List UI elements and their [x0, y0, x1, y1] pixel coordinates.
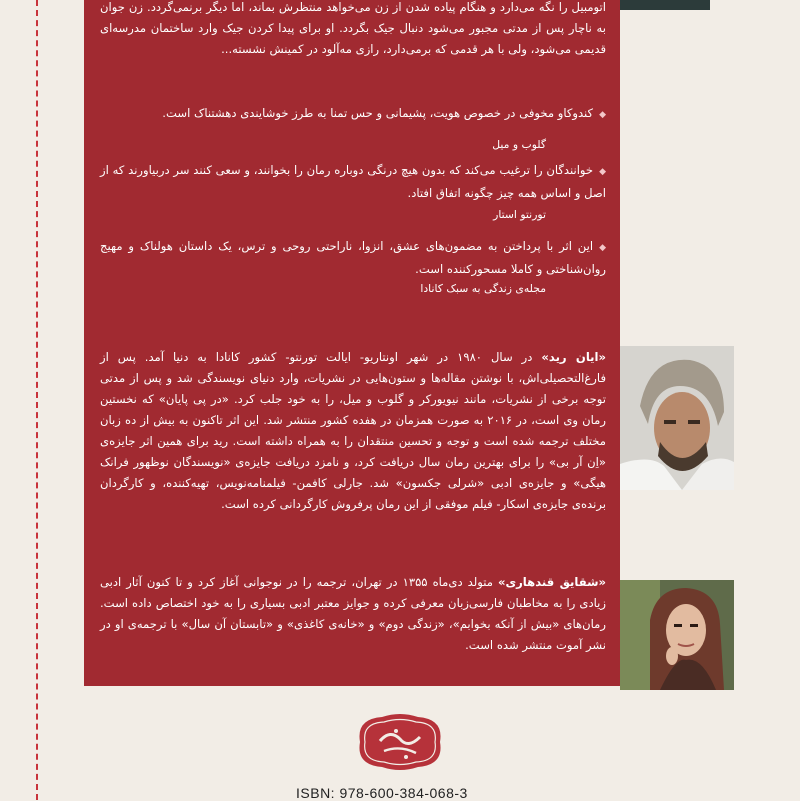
isbn: ISBN: 978-600-384-068-3: [296, 785, 468, 801]
author-name: «ایان رید»: [541, 350, 606, 364]
translator-photo: [620, 580, 734, 690]
blurb-panel: [84, 0, 620, 686]
review-quote-3-text: این اثر با پرداختن به مضمون‌های عشق، انزوا، ناراحتی روحی و ترس، یک داستان هولناک و مهیج روان‌شناختی و کاملا مسحورکننده است.: [100, 239, 606, 276]
review-source-1: گلوب و میل: [492, 138, 546, 151]
review-quote-1-text: کندوکاو مخوفی در خصوص هویت، پشیمانی و حس تمنا به طرز خوشایندی دهشتناک است.: [162, 106, 594, 120]
review-quote-2: [100, 160, 606, 204]
bullet-icon: ◆: [599, 243, 606, 253]
review-source-2: تورنتو استار: [493, 208, 546, 221]
publisher-logo: [350, 711, 450, 773]
intro-paragraph: اتومبیل را نگه می‌دارد و هنگام پیاده شدن از زن می‌خواهد منتظرش بماند، اما دیگر برنمی‌گردد. زن جوان به ناچار پس از مدتی مجبور می‌شود دنبال جیک بگردد. او برای پیدا کردن جیک وارد ساختمان مدرسه‌ای قدیمی می‌شود، ولی با هر قدمی که برمی‌دارد، رازی مه‌آلود در کمینش نشسته...: [100, 0, 606, 56]
author-bio-text: در سال ۱۹۸۰ در شهر اونتاریو- ایالت تورنتو- کشور کانادا به دنیا آمد. پس از فارغ‌التحصیلی‌اش، با نوشتن مقاله‌ها و ستون‌هایی در نشریات، وارد دنیای نویسندگی شد و پس از مدتی توجه برخی از نشریات، مانند نیویورکر و گلوب و میل، را به خود جلب کرد. «در پی پایان» که نخستین رمان وی است، در ۲۰۱۶ به صورت همزمان در هفده کشور منتشر شد. این اثر تاکنون به بیش از ده زبان مختلف ترجمه شده است و توجه و تحسین منتقدان را به همراه داشته است. رید برای همین اثر جایزه‌ی «اِن آر بی» را برای بهترین رمان سال دریافت کرد، و نامزد دریافت جایزه‌ی «نویسندگان نوظهور فرانک هیگی» و جایزه‌ی ادبی «شرلی جکسون» شد. جارلی کافمن- فیلمنامه‌نویس، تهیه‌کننده، و کارگردان برنده‌ی جایزه‌ی اسکار- فیلم موفقی از این رمان پرفروش کارگردانی کرده است.: [100, 350, 606, 511]
author-photo: [620, 346, 734, 490]
author-bio: [100, 347, 606, 515]
review-source-3: مجله‌ی زندگی به سبک کانادا: [420, 282, 546, 295]
translator-portrait-illustration: [620, 580, 734, 690]
review-quote-1: [100, 103, 606, 126]
bullet-icon: ◆: [599, 110, 606, 120]
translator-name: «شقایق قندهاری»: [498, 575, 606, 589]
bullet-icon: ◆: [599, 167, 606, 177]
top-strip: [620, 0, 710, 10]
review-quote-3: [100, 236, 606, 280]
translator-bio-text: متولد دی‌ماه ۱۳۵۵ در تهران، ترجمه را در نوجوانی آغاز کرد و تا کنون آثار ادبی زیادی را به مخاطبان فارسی‌زبان معرفی کرده و جوایز معتبر ادبی بسیاری را به خود اختصاص داده است. رمان‌های «بیش از آنکه بخوابم»، «زندگی دوم» و «خانه‌ی کاغذی» و «تابستان آن سال» با ترجمه‌ی او در نشر آموت منتشر شده است.: [100, 575, 606, 652]
author-portrait-illustration: [620, 346, 734, 490]
publisher-seal-icon: [350, 711, 450, 773]
fold-line: [36, 0, 38, 800]
translator-bio: [100, 572, 606, 656]
review-quote-2-text: خوانندگان را ترغیب می‌کند که بدون هیچ درنگی دوباره رمان را بخوانند، و سعی کنند سر دربیاورند که از اصل و اساس همه چیز چگونه اتفاق افتاد.: [100, 163, 606, 200]
